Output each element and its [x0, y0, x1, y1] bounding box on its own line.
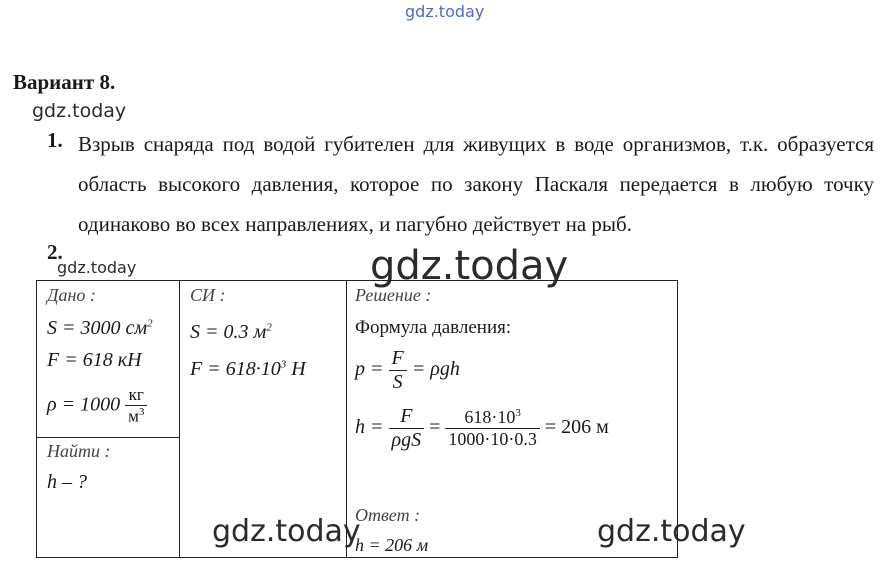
si-area: S = 0.3 $м^2$ [190, 321, 272, 343]
given-force: F = 618 кН [47, 349, 142, 371]
task1-text: Взрыв снаряда под водой губителен для живущих в воде организмов, т.к. образуется область высокого давления, которое по закону Паскаля передается в любую точку одинаково во всех направлениях, и пагубно действует на рыб. [78, 132, 874, 236]
divider-given-si [179, 281, 180, 557]
watermark-bottom-left: gdz.today [212, 514, 361, 549]
si-force: $F = 618\cdot 10^3$ Н [190, 358, 306, 380]
answer-value: h = 206 м [355, 535, 429, 555]
watermark-heading: gdz.today [32, 100, 127, 122]
divider-given-find [37, 437, 179, 438]
si-header: СИ : [190, 285, 226, 305]
given-header: Дано : [47, 285, 96, 305]
watermark-large-center: gdz.today [370, 243, 569, 289]
task1-number: 1. [47, 128, 63, 152]
page-title: Вариант 8. [13, 70, 116, 94]
given-density: ρ = 1000 $\frac{кг}{м^3}$ [47, 385, 147, 427]
find-header: Найти : [47, 441, 111, 461]
pressure-formula: p = $\frac{F}{S}$ = ρgh [355, 347, 460, 393]
solution-header: Решение : [355, 285, 432, 305]
find-value: h – ? [47, 471, 87, 493]
task2-number: 2. [47, 240, 63, 264]
formula-title: Формула давления: [355, 317, 512, 338]
watermark-bottom-right: gdz.today [597, 514, 746, 549]
answer-header: Ответ : [355, 505, 421, 525]
height-formula: h = $\frac{F}{\text{ρgS}}$ = $\frac{618\cdot 10^3}{1000\cdot 10\cdot 0.3}$ = 206 м [355, 405, 609, 451]
given-area: S = 3000 $см^2$ [47, 317, 153, 339]
watermark-top: gdz.today [405, 2, 485, 21]
watermark-table: gdz.today [57, 258, 137, 277]
